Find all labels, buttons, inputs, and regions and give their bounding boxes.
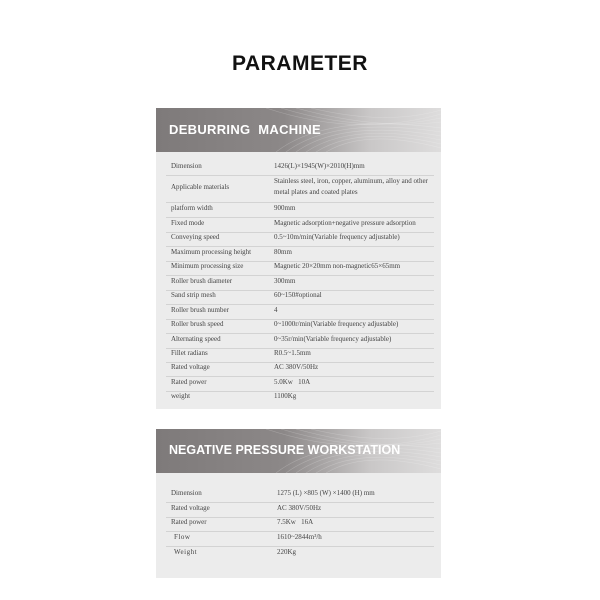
row-label: Dimension <box>171 489 202 497</box>
deburring-machine-title: DEBURRING MACHINE <box>169 122 322 137</box>
table-row <box>166 247 434 262</box>
table-row <box>166 503 434 518</box>
row-label: Rated power <box>171 518 207 526</box>
workstation-title: NEGATIVE PRESSURE WORKSTATION <box>169 443 401 457</box>
row-value: 900mm <box>274 204 296 212</box>
row-value: 0.5~10m/min(Variable frequency adjustable) <box>274 233 400 241</box>
workstation-header <box>156 429 441 473</box>
row-label: Applicable materials <box>171 183 230 191</box>
table-row <box>166 391 434 405</box>
deburring-machine-header <box>156 108 441 152</box>
table-row <box>166 203 434 218</box>
row-value: 220Kg <box>277 548 297 556</box>
row-label: Conveying speed <box>171 233 220 241</box>
row-value: 1610~2844m³/h <box>277 533 322 541</box>
table-row <box>166 261 434 276</box>
table-row <box>166 334 434 349</box>
table-row <box>166 176 434 203</box>
table-row <box>166 218 434 233</box>
table-row <box>166 348 434 363</box>
table-row <box>166 276 434 291</box>
row-label: Rated voltage <box>171 504 210 512</box>
row-label: Maximum processing height <box>171 248 252 256</box>
row-label: Minimum processing size <box>171 262 244 270</box>
row-value: Magnetic adsorption+negative pressure adsorption <box>274 219 416 227</box>
table-row <box>166 377 434 392</box>
table-row <box>166 362 434 377</box>
table-row <box>166 161 434 176</box>
row-label: Fixed mode <box>171 219 205 227</box>
row-value: Magnetic 20×20mm non-magnetic65×65mm <box>274 262 401 270</box>
row-value: 5.0Kw 10A <box>274 378 311 386</box>
row-label: Roller brush number <box>171 306 229 314</box>
row-label: platform width <box>171 204 213 212</box>
table-row <box>166 305 434 320</box>
row-value: 1275 (L) ×805 (W) ×1400 (H) mm <box>277 489 375 497</box>
row-value: Stainless steel, iron, copper, aluminum, alloy and other metal plates and coated plates <box>274 177 428 196</box>
table-row <box>166 517 434 532</box>
row-label: Alternating speed <box>171 335 221 343</box>
row-value: R0.5~1.5mm <box>274 349 311 357</box>
row-label: Roller brush speed <box>171 320 224 328</box>
page-title: PARAMETER <box>232 52 368 75</box>
row-value: 1426(L)×1945(W)×2010(H)mm <box>274 162 365 170</box>
row-value: 0~35r/min(Variable frequency adjustable) <box>274 335 392 343</box>
row-label: Sand strip mesh <box>171 291 216 299</box>
row-value: 1100Kg <box>274 392 297 400</box>
deburring-machine-panel <box>156 108 441 409</box>
table-row <box>166 232 434 247</box>
row-label: Flow <box>174 533 191 541</box>
row-label: Weight <box>174 548 198 556</box>
row-value: 4 <box>274 306 278 314</box>
table-row <box>166 488 434 503</box>
table-row <box>166 319 434 334</box>
row-label: Rated voltage <box>171 363 210 371</box>
row-value: AC 380V/50Hz <box>274 363 319 371</box>
row-value: 60~150#optional <box>274 291 322 299</box>
row-value: 0~1000r/min(Variable frequency adjustable) <box>274 320 399 328</box>
row-label: Fillet radians <box>171 349 208 357</box>
negative-pressure-workstation-panel <box>156 429 441 578</box>
row-value: 300mm <box>274 277 296 285</box>
row-label: Rated power <box>171 378 207 386</box>
row-value: 7.5Kw 16A <box>277 518 314 526</box>
row-label: Dimension <box>171 162 202 170</box>
table-row <box>166 290 434 305</box>
row-value: AC 380V/50Hz <box>277 504 322 512</box>
table-row <box>166 547 434 561</box>
row-label: Roller brush diameter <box>171 277 233 285</box>
row-value: 80mm <box>274 248 292 256</box>
row-label: weight <box>171 392 191 400</box>
table-row <box>166 532 434 547</box>
